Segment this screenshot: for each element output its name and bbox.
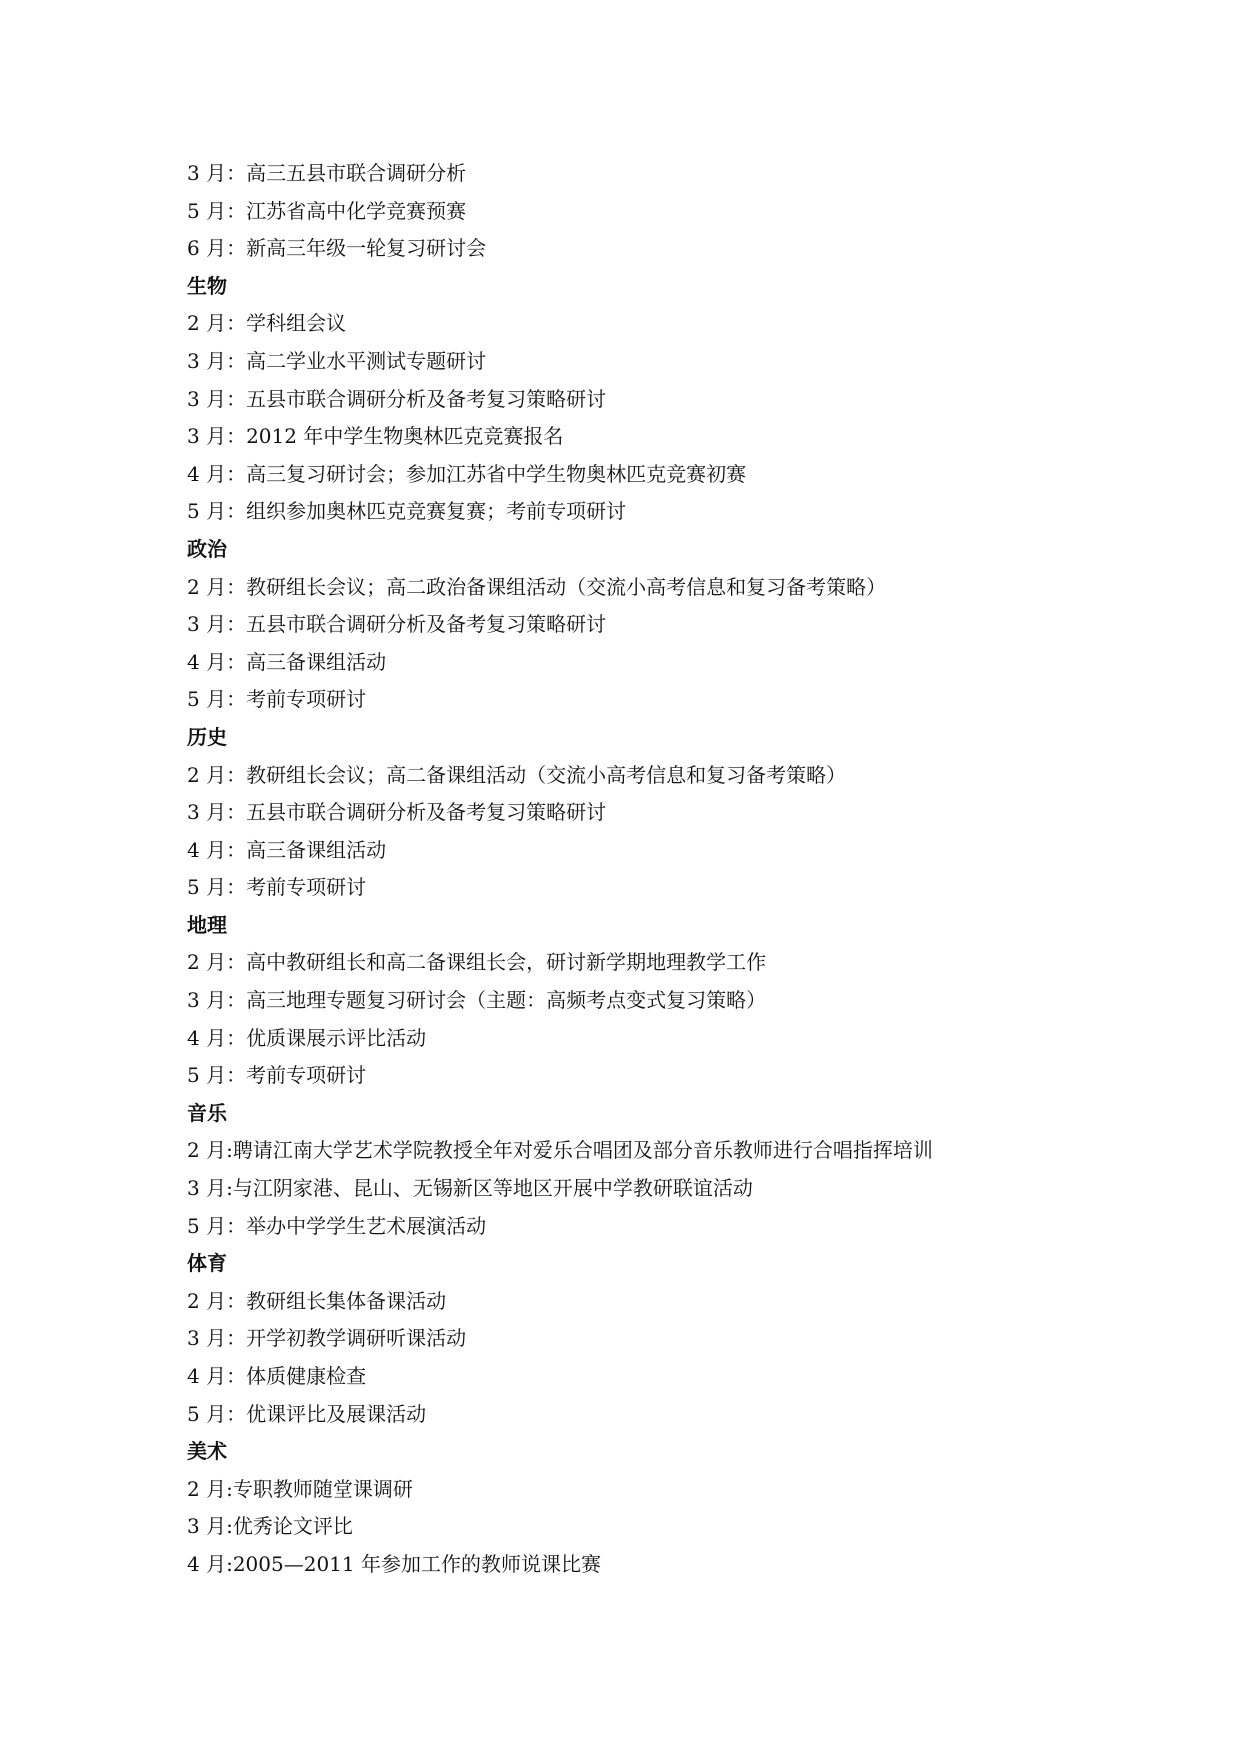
list-item: 2 月：高中教研组长和高二备课组长会，研讨新学期地理教学工作: [187, 950, 767, 975]
list-item: 2 月:聘请江南大学艺术学院教授全年对爱乐合唱团及部分音乐教师进行合唱指挥培训: [187, 1138, 933, 1163]
list-item: 4 月:2005—2011 年参加工作的教师说课比赛: [187, 1551, 601, 1576]
list-item: 4 月：高三备课组活动: [187, 837, 387, 862]
list-item: 4 月：高三备课组活动: [187, 649, 387, 674]
section-heading-pe: 体育: [187, 1251, 227, 1276]
list-item: 3 月:优秀论文评比: [187, 1514, 353, 1539]
list-item: 5 月：考前专项研讨: [187, 687, 367, 712]
section-heading-music: 音乐: [187, 1100, 227, 1125]
list-item: 4 月：体质健康检查: [187, 1364, 367, 1388]
document-page: [187, 155, 1087, 1584]
list-item: 4 月：优质课展示评比活动: [187, 1025, 427, 1050]
intro-line: 6 月：新高三年级一轮复习研讨会: [187, 236, 487, 261]
list-item: 2 月：教研组长会议；高二政治备课组活动（交流小高考信息和复习备考策略）: [187, 574, 887, 599]
list-item: 3 月：高二学业水平测试专题研讨: [187, 348, 487, 373]
section-heading-politics: 政治: [187, 536, 227, 561]
intro-line: 5 月：江苏省高中化学竞赛预赛: [187, 198, 467, 223]
list-item: 2 月:专职教师随堂课调研: [187, 1476, 413, 1501]
list-item: 3 月：五县市联合调研分析及备考复习策略研讨: [187, 612, 607, 637]
list-item: 3 月：五县市联合调研分析及备考复习策略研讨: [187, 800, 607, 825]
list-item: 5 月：组织参加奥林匹克竞赛复赛；考前专项研讨: [187, 499, 627, 524]
section-heading-geography: 地理: [187, 912, 227, 937]
section-heading-art: 美术: [187, 1439, 227, 1464]
list-item: 5 月：考前专项研讨: [187, 1063, 367, 1088]
list-item: 5 月：考前专项研讨: [187, 875, 367, 900]
list-item: 3 月：开学初教学调研听课活动: [187, 1326, 467, 1351]
list-item: 5 月：优课评比及展课活动: [187, 1401, 427, 1426]
list-item: 4 月：高三复习研讨会；参加江苏省中学生物奥林匹克竞赛初赛: [187, 461, 747, 486]
list-item: 3 月:与江阴家港、昆山、无锡新区等地区开展中学教研联谊活动: [187, 1176, 753, 1201]
list-item: 3 月：2012 年中学生物奥林匹克竞赛报名: [187, 424, 564, 449]
list-item: 3 月：高三地理专题复习研讨会（主题：高频考点变式复习策略）: [187, 988, 767, 1013]
intro-line: 3 月：高三五县市联合调研分析: [187, 161, 467, 185]
list-item: 2 月：学科组会议: [187, 311, 347, 336]
section-heading-history: 历史: [187, 724, 227, 749]
list-item: 5 月：举办中学学生艺术展演活动: [187, 1213, 487, 1238]
section-heading-biology: 生物: [187, 273, 227, 298]
list-item: 3 月：五县市联合调研分析及备考复习策略研讨: [187, 386, 607, 411]
list-item: 2 月：教研组长集体备课活动: [187, 1288, 447, 1313]
list-item: 2 月：教研组长会议；高二备课组活动（交流小高考信息和复习备考策略）: [187, 762, 847, 787]
